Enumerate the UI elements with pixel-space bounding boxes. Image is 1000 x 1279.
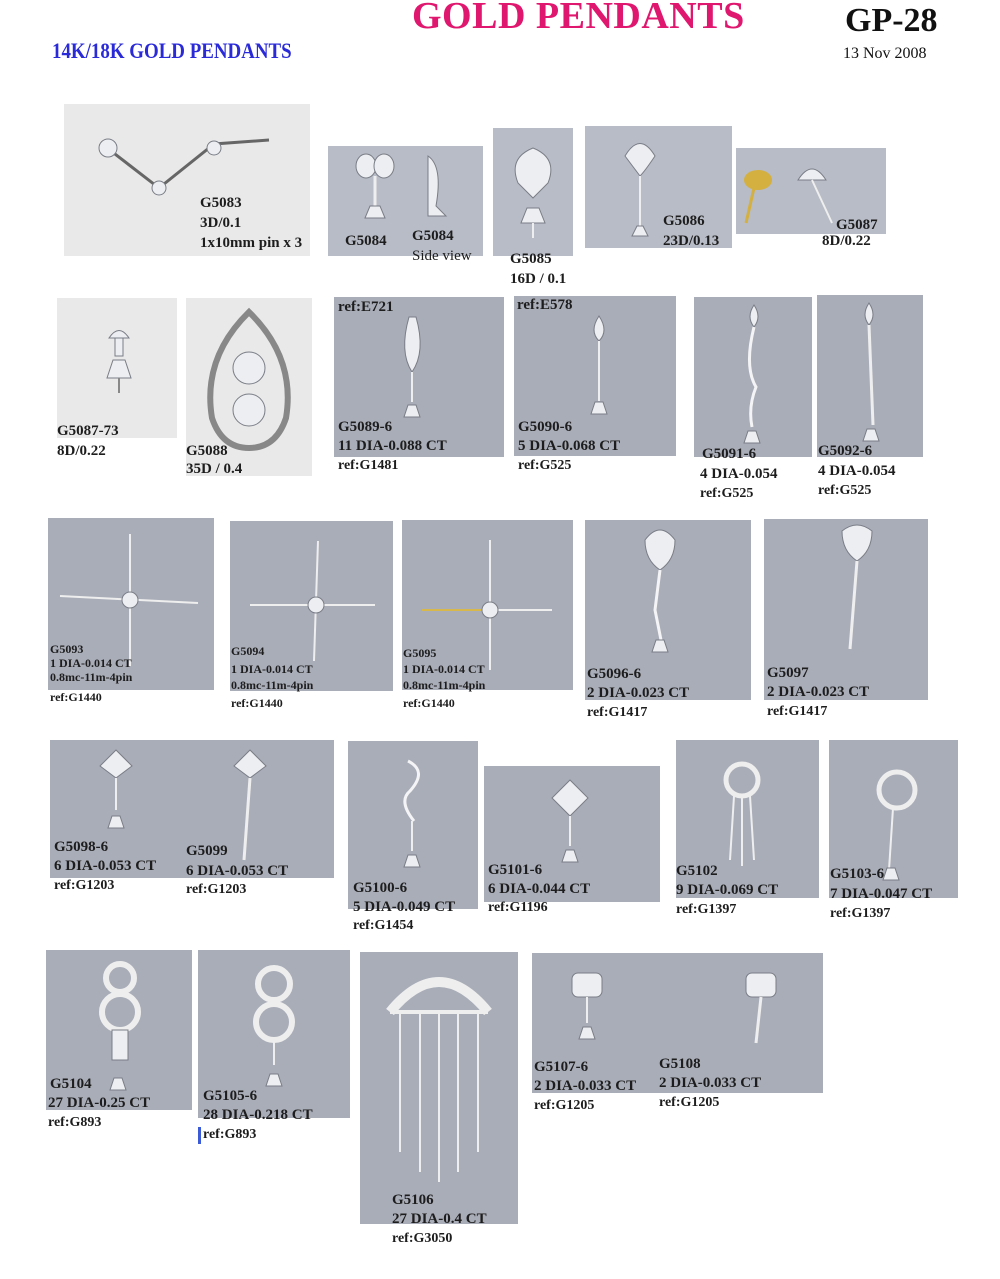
item-label-spec: 4 DIA-0.054 bbox=[818, 463, 896, 479]
item-label-pin: 0.8mc-11m-4pin bbox=[231, 678, 314, 692]
item-label-id: G5083 bbox=[200, 195, 242, 211]
item-label-spec: 5 DIA-0.068 CT bbox=[518, 438, 621, 454]
page-subtitle: 14K/18K GOLD PENDANTS bbox=[52, 38, 292, 63]
item-label-id: G5086 bbox=[663, 213, 705, 229]
item-label-id: G5096-6 bbox=[587, 666, 642, 682]
item-label-id: G5099 bbox=[186, 843, 228, 859]
item-label-spec: 7 DIA-0.047 CT bbox=[830, 886, 933, 902]
item-label-id: G5087-73 bbox=[57, 423, 119, 439]
item-label-id: G5093 bbox=[50, 642, 84, 656]
item-ref: ref:G1397 bbox=[676, 902, 737, 917]
catalog-code: GP-28 bbox=[845, 2, 938, 39]
item-ref: ref:G1196 bbox=[488, 900, 548, 915]
item-label-spec: 27 DIA-0.4 CT bbox=[392, 1211, 487, 1227]
product-photo-g5087-73 bbox=[57, 298, 177, 438]
item-ref: ref:G1481 bbox=[338, 458, 399, 473]
item-label-pin: 0.8mc-11m-4pin bbox=[403, 678, 486, 692]
item-label-spec: 6 DIA-0.053 CT bbox=[186, 863, 289, 879]
item-label-id: G5097 bbox=[767, 665, 809, 681]
item-label-spec: 4 DIA-0.054 bbox=[700, 466, 778, 482]
item-label-id: G5105-6 bbox=[203, 1088, 258, 1104]
item-ref: ref:G525 bbox=[818, 483, 872, 498]
item-label-id: G5092-6 bbox=[818, 443, 873, 459]
item-label-spec: 2 DIA-0.023 CT bbox=[587, 685, 690, 701]
item-ref: ref:E578 bbox=[517, 297, 573, 313]
item-ref: ref:G1205 bbox=[659, 1095, 720, 1110]
item-label-id: G5103-6 bbox=[830, 866, 885, 882]
item-ref: ref:G1454 bbox=[353, 918, 414, 933]
item-ref: ref:G1397 bbox=[830, 906, 891, 921]
item-label-spec: 28 DIA-0.218 CT bbox=[203, 1107, 313, 1123]
item-ref: ref:G1440 bbox=[403, 696, 455, 710]
item-label-id: G5084 bbox=[412, 228, 454, 244]
item-label-pin: 1x10mm pin x 3 bbox=[200, 235, 303, 251]
item-ref: ref:G1203 bbox=[186, 882, 247, 897]
item-ref: ref:G1203 bbox=[54, 878, 115, 893]
product-photo-g5085 bbox=[493, 128, 573, 256]
item-label-id: G5102 bbox=[676, 863, 718, 879]
item-ref: ref:E721 bbox=[338, 299, 394, 315]
product-photo-g5106 bbox=[360, 952, 518, 1224]
item-label-id: G5098-6 bbox=[54, 839, 109, 855]
item-label-spec: 9 DIA-0.069 CT bbox=[676, 882, 779, 898]
item-label-id: G5106 bbox=[392, 1192, 434, 1208]
item-ref: ref:G525 bbox=[518, 458, 572, 473]
item-label-id: G5085 bbox=[510, 251, 552, 267]
item-label-id: G5100-6 bbox=[353, 880, 408, 896]
product-photo-g5086 bbox=[585, 126, 732, 248]
item-label-spec: 3D/0.1 bbox=[200, 215, 242, 231]
item-ref: ref:G3050 bbox=[392, 1231, 453, 1246]
product-photo-g5091-6 bbox=[694, 297, 812, 457]
item-label-spec: 16D / 0.1 bbox=[510, 271, 567, 287]
catalog-date: 13 Nov 2008 bbox=[843, 45, 927, 62]
item-ref: ref:G1417 bbox=[587, 705, 648, 720]
item-label-spec: 8D/0.22 bbox=[822, 233, 871, 249]
item-label-id: G5091-6 bbox=[702, 446, 757, 462]
item-label-spec: 6 DIA-0.044 CT bbox=[488, 881, 591, 897]
item-label-spec: 1 DIA-0.014 CT bbox=[403, 662, 485, 676]
item-label-id: G5108 bbox=[659, 1056, 701, 1072]
item-label-spec: 35D / 0.4 bbox=[186, 461, 243, 477]
item-label-id: G5101-6 bbox=[488, 862, 543, 878]
item-label-spec: 5 DIA-0.049 CT bbox=[353, 899, 456, 915]
item-label-spec: 2 DIA-0.033 CT bbox=[534, 1078, 637, 1094]
item-ref: ref:G1440 bbox=[231, 696, 283, 710]
item-label-spec: 2 DIA-0.033 CT bbox=[659, 1075, 762, 1091]
item-label-spec: 11 DIA-0.088 CT bbox=[338, 438, 447, 454]
item-label-pin: 0.8mc-11m-4pin bbox=[50, 670, 133, 684]
item-ref: ref:G1417 bbox=[767, 704, 828, 719]
item-label-id: G5107-6 bbox=[534, 1059, 589, 1075]
item-label-spec: 2 DIA-0.023 CT bbox=[767, 684, 870, 700]
item-label-spec: 1 DIA-0.014 CT bbox=[231, 662, 313, 676]
item-ref: ref:G1440 bbox=[50, 690, 102, 704]
item-label-id: G5089-6 bbox=[338, 419, 393, 435]
item-label-id: G5104 bbox=[50, 1076, 92, 1092]
item-ref: ref:G893 bbox=[198, 1127, 256, 1144]
item-label-id: G5094 bbox=[231, 644, 265, 658]
item-label-id: G5090-6 bbox=[518, 419, 573, 435]
item-label-id: G5087 bbox=[836, 217, 878, 233]
product-photo-g5092-6 bbox=[817, 295, 923, 457]
item-ref: ref:G1205 bbox=[534, 1098, 595, 1113]
item-ref: ref:G525 bbox=[700, 486, 754, 501]
item-label-spec: 1 DIA-0.014 CT bbox=[50, 656, 132, 670]
page-title: GOLD PENDANTS bbox=[412, 0, 745, 37]
item-label-spec: 6 DIA-0.053 CT bbox=[54, 858, 157, 874]
item-label-id: G5088 bbox=[186, 443, 228, 459]
item-label-spec: 27 DIA-0.25 CT bbox=[48, 1095, 151, 1111]
item-label-id: G5095 bbox=[403, 646, 437, 660]
item-ref: ref:G893 bbox=[48, 1115, 102, 1130]
item-label-note: Side view bbox=[412, 248, 472, 264]
item-label-spec: 23D/0.13 bbox=[663, 233, 720, 249]
item-label-spec: 8D/0.22 bbox=[57, 443, 106, 459]
item-label-id: G5084 bbox=[345, 233, 387, 249]
